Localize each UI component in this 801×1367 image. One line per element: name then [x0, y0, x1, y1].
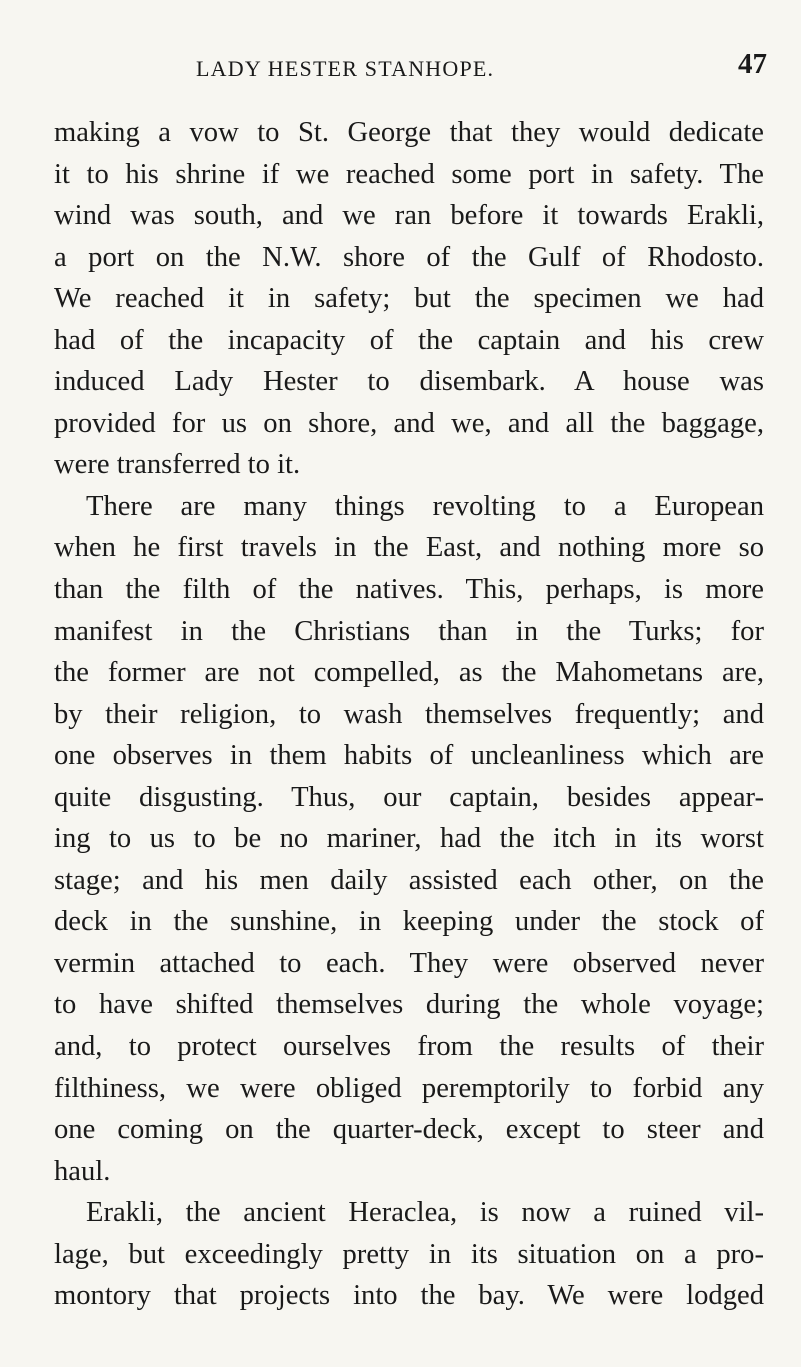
- page-number: 47: [738, 48, 767, 80]
- text-line: making a vow to St. George that they would dedicate: [54, 117, 764, 148]
- text-line: vermin attached to each. They were observed never: [54, 947, 764, 979]
- text-line: manifest in the Christians than in the Turks; for: [54, 615, 764, 647]
- text-line: induced Lady Hester to disembark. A house was: [54, 366, 764, 398]
- text-line: ing to us to be no mariner, had the itch in its worst: [54, 823, 764, 855]
- text-line: There are many things revolting to a European: [86, 490, 764, 522]
- text-line: and, to protect ourselves from the results of their: [54, 1031, 764, 1063]
- text-line: it to his shrine if we reached some port in safety. The: [54, 158, 764, 190]
- text-line: had of the incapacity of the captain and his crew: [54, 324, 764, 356]
- text-line: stage; and his men daily assisted each other, on the: [54, 864, 764, 896]
- text-line: deck in the sunshine, in keeping under the stock of: [54, 906, 764, 938]
- text-line: We reached it in safety; but the specimen we had: [54, 283, 764, 315]
- text-line: one observes in them habits of uncleanliness which are: [54, 740, 764, 772]
- body-text: [54, 112, 764, 1317]
- text-line: a port on the N.W. shore of the Gulf of Rhodosto.: [54, 241, 764, 273]
- text-line: were transferred to it.: [54, 449, 301, 481]
- text-line: montory that projects into the bay. We were lodged: [54, 1280, 764, 1312]
- text-line: wind was south, and we ran before it towards Erakli,: [54, 200, 764, 232]
- text-line: quite disgusting. Thus, our captain, besides appear-: [54, 781, 764, 813]
- text-line: one coming on the quarter-deck, except to steer and: [54, 1114, 764, 1146]
- text-line: Erakli, the ancient Heraclea, is now a ruined vil-: [86, 1197, 764, 1229]
- text-line: to have shifted themselves during the whole voyage;: [54, 989, 764, 1021]
- text-line: when he first travels in the East, and nothing more so: [54, 532, 764, 564]
- text-line: lage, but exceedingly pretty in its situation on a pro-: [54, 1238, 764, 1270]
- text-line: by their religion, to wash themselves frequently; and: [54, 698, 764, 730]
- text-line: provided for us on shore, and we, and all the baggage,: [54, 407, 764, 439]
- text-line: haul.: [54, 1155, 111, 1187]
- text-line: than the filth of the natives. This, perhaps, is more: [54, 574, 764, 606]
- running-head: LADY HESTER STANHOPE.: [196, 56, 495, 81]
- text-line: filthiness, we were obliged peremptorily to forbid any: [54, 1072, 764, 1104]
- text-line: the former are not compelled, as the Mahometans are,: [54, 657, 764, 689]
